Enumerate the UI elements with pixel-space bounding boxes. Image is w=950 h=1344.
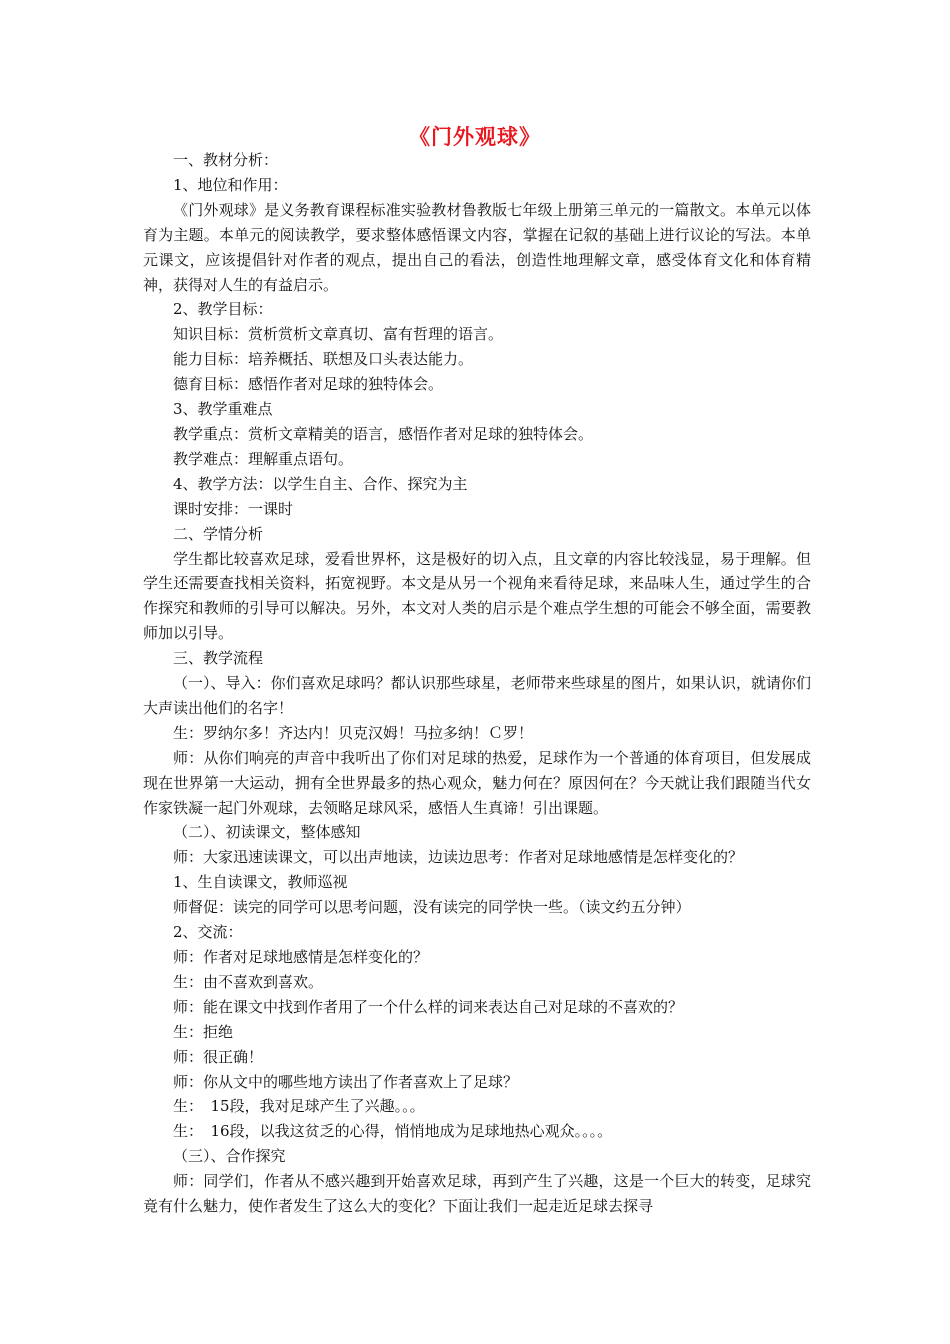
subsection-heading: 2、教学目标： [173,300,273,319]
section-heading: 二、学情分析 [173,524,264,543]
dialogue-line: 师：作者对足球地感情是怎样变化的？ [173,948,429,966]
body-line: 课时安排：一课时 [173,499,294,518]
subsection-heading: 3、教学重难点 [173,400,273,419]
body-line: 教学重点：赏析文章精美的语言，感悟作者对足球的独特体会。 [173,424,594,443]
dialogue-line: 师：大家迅速读课文，可以出声地读，边读边思考：作者对足球地感情是怎样变化的？ [173,848,744,867]
body-line: 能力目标：培养概括、联想及口头表达能力。 [173,350,474,369]
body-paragraph: 《门外观球》是义务教育课程标准实验教材鲁教版七年级上册第三单元的一篇散文。本单元以体育为主题。本单元的阅读教学，要求整体感悟课文内容，掌握在记叙的基础上进行议论的写法。本单元课文，应该提倡针对作者的观点，提出自己的看法，创造性地理解文章，感受体育文化和体育精神，获得对人生的有益启示。 [143,200,811,294]
body-paragraph: 学生都比较喜欢足球，爱看世界杯，这是极好的切入点，且文章的内容比较浅显，易于理解。但学生还需要查找相关资料，拓宽视野。本文是从另一个视角来看待足球，来品味人生，通过学生的合作探究和教师的引导可以解决。另外，本文对人类的启示是个难点学生想的可能会不够全面，需要教师加以引导。 [143,549,811,643]
dialogue-line: 生：罗纳尔多！齐达内！贝克汉姆！马拉多纳！Ｃ罗！ [173,723,534,742]
body-paragraph: 师：从你们响亮的声音中我听出了你们对足球的热爱，足球作为一个普通的体育项目，但发展成现在世界第一大运动，拥有全世界最多的热心观众，魅力何在？原因何在？今天就让我们跟随当代女作家铁凝一起门外观球，去领略足球风采，感悟人生真谛！引出课题。 [143,748,811,817]
section-heading: 三、教学流程 [173,649,264,668]
body-line: 1、生自读课文，教师巡视 [173,873,348,892]
body-line: 知识目标：赏析赏析文章真切、富有哲理的语言。 [173,325,504,344]
dialogue-line: 生：由不喜欢到喜欢。 [173,972,324,991]
body-line: 教学难点：理解重点语句。 [173,449,354,468]
dialogue-line: 生： 15段，我对足球产生了兴趣。。。 [173,1097,425,1116]
dialogue-line: 生：拒绝 [173,1022,234,1041]
dialogue-line: 师督促：读完的同学可以思考问题，没有读完的同学快一些。（读文约五分钟） [173,898,691,917]
subsection-heading: 1、地位和作用： [173,175,288,194]
body-paragraph: （一）、导入：你们喜欢足球吗？都认识那些球星，老师带来些球星的图片，如果认识，就请你们大声读出他们的名字！ [143,674,811,717]
subsection-heading: 4、教学方法：以学生自主、合作、探究为主 [173,474,468,493]
document-body [143,148,811,1219]
body-line: 德育目标：感悟作者对足球的独特体会。 [173,375,444,394]
document-title: 《门外观球》 [409,124,541,149]
subsection-heading: （三）、合作探究 [173,1147,286,1166]
body-paragraph: 师：同学们，作者从不感兴趣到开始喜欢足球，再到产生了兴趣，这是一个巨大的转变，足球究竟有什么魅力，使作者发生了这么大的变化？下面让我们一起走近足球去探寻 [143,1172,811,1216]
dialogue-line: 生： 16段，以我这贫乏的心得，悄悄地成为足球地热心观众。。。。 [173,1122,613,1141]
body-line: 2、交流： [173,923,243,942]
dialogue-line: 师：很正确！ [173,1047,264,1066]
dialogue-line: 师：你从文中的哪些地方读出了作者喜欢上了足球？ [173,1072,519,1091]
dialogue-line: 师：能在课文中找到作者用了一个什么样的词来表达自己对足球的不喜欢的？ [173,997,684,1016]
section-heading: 一、教材分析： [173,151,279,169]
subsection-heading: （二）、初读课文，整体感知 [173,823,361,842]
